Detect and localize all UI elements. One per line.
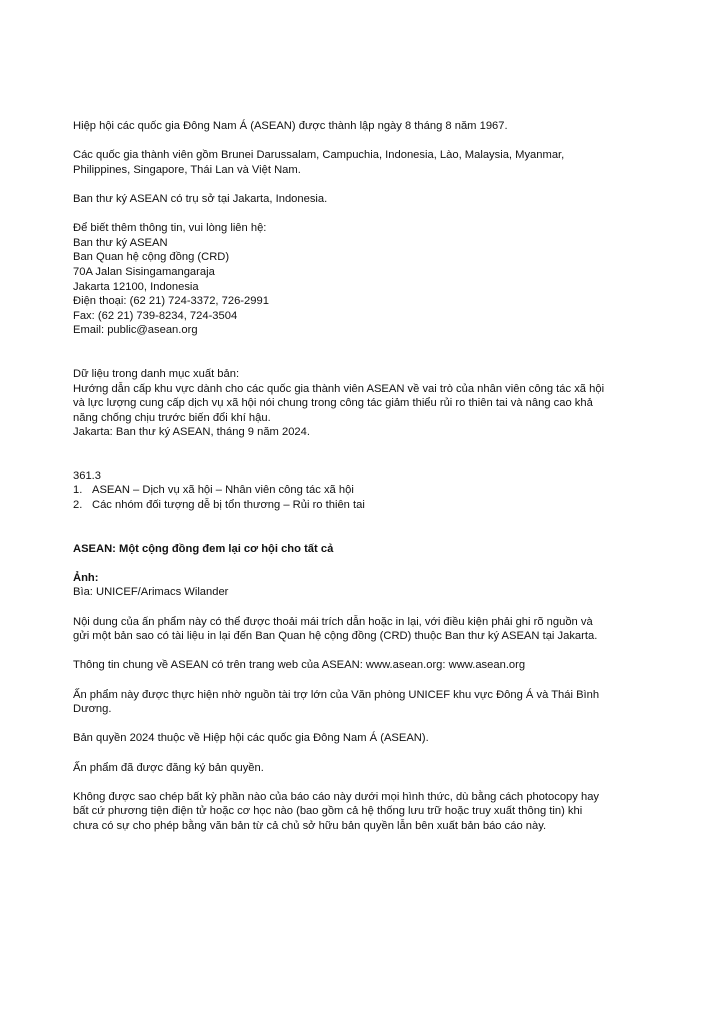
secretariat-text: Ban thư ký ASEAN có trụ sở tại Jakarta, Indonesia. [73, 192, 328, 205]
catalog-title-line-3: năng chống chịu trước biến đổi khí hậu. [73, 411, 271, 424]
catalog-imprint: Jakarta: Ban thư ký ASEAN, tháng 9 năm 2024. [73, 426, 310, 439]
funding-notice-line-2: Dương. [73, 703, 112, 716]
copyright-notice [73, 731, 663, 746]
founding-paragraph [73, 119, 663, 134]
catalog-title-line-2: và lực lượng cung cấp dịch vụ xã hội nói chung trong công tác giảm thiểu rủi ro thiên tai và nâng cao khả [73, 397, 593, 410]
members-text-line-1: Các quốc gia thành viên gồm Brunei Darussalam, Campuchia, Indonesia, Lào, Malaysia, Myanmar, [73, 149, 565, 162]
contact-city: Jakarta 12100, Indonesia [73, 280, 199, 293]
tagline: ASEAN: Một cộng đồng đem lại cơ hội cho tất cả [73, 542, 334, 555]
secretariat-paragraph [73, 192, 663, 207]
contact-phone: Điện thoại: (62 21) 724-3372, 726-2991 [73, 295, 269, 308]
classification-block [73, 469, 663, 513]
reprint-notice-line-2: gửi một bản sao có tài liệu in lại đến Ban Quan hệ cộng đồng (CRD) thuộc Ban thư ký ASEAN tại Jakarta. [73, 630, 598, 643]
classification-item [73, 498, 663, 513]
contact-heading: Để biết thêm thông tin, vui lòng liên hệ: [73, 222, 267, 235]
classification-item [73, 483, 663, 498]
rights-notice-line-3: chưa có sự cho phép bằng văn bản từ cả chủ sở hữu bản quyền lẫn bên xuất bản báo cáo này. [73, 819, 547, 832]
classification-item-text: Các nhóm đối tượng dễ bị tổn thương – Rủi ro thiên tai [92, 499, 365, 512]
classification-item-number: 2. [73, 499, 83, 512]
photo-heading: Ảnh: [73, 571, 99, 584]
catalog-heading: Dữ liệu trong danh mục xuất bản: [73, 367, 240, 380]
members-text-line-2: Philippines, Singapore, Thái Lan và Việt Nam. [73, 163, 301, 176]
tagline-paragraph [73, 542, 663, 557]
contact-org: Ban thư ký ASEAN [73, 236, 168, 249]
catalog-title-line-1: Hướng dẫn cấp khu vực dành cho các quốc gia thành viên ASEAN về vai trò của nhân viên công tác xã hội [73, 382, 605, 395]
website-notice [73, 658, 663, 673]
classification-item-text: ASEAN – Dịch vụ xã hội – Nhân viên công tác xã hội [92, 484, 354, 497]
funding-notice-line-1: Ấn phẩm này được thực hiện nhờ nguồn tài trợ lớn của Văn phòng UNICEF khu vực Đông Á và Thái Bình [73, 688, 600, 701]
classification-item-number: 1. [73, 484, 83, 497]
classification-code: 361.3 [73, 469, 101, 482]
reprint-notice [73, 615, 663, 644]
rights-notice-line-2: bất cứ phương tiện điện tử hoặc cơ học nào (bao gồm cả hệ thống lưu trữ hoặc truy xuất thông tin) khi [73, 805, 583, 818]
registered-notice [73, 761, 663, 776]
registered-text: Ấn phẩm đã được đăng ký bản quyền. [73, 761, 264, 774]
catalog-block [73, 367, 663, 440]
contact-fax: Fax: (62 21) 739-8234, 724-3504 [73, 309, 238, 322]
members-paragraph [73, 148, 663, 177]
contact-dept: Ban Quan hệ cộng đồng (CRD) [73, 251, 230, 264]
photo-credit: Bìa: UNICEF/Arimacs Wilander [73, 586, 229, 599]
contact-email[interactable]: Email: public@asean.org [73, 324, 198, 337]
rights-notice-line-1: Không được sao chép bất kỳ phần nào của báo cáo này dưới mọi hình thức, dù bằng cách photocopy hay [73, 790, 600, 803]
copyright-text: Bản quyền 2024 thuộc về Hiệp hội các quốc gia Đông Nam Á (ASEAN). [73, 732, 429, 745]
photo-credit-block [73, 571, 663, 600]
contact-street: 70A Jalan Sisingamangaraja [73, 265, 215, 278]
rights-notice [73, 790, 663, 834]
imprint-page [73, 119, 663, 848]
funding-notice [73, 688, 663, 717]
founding-text: Hiệp hội các quốc gia Đông Nam Á (ASEAN) được thành lập ngày 8 tháng 8 năm 1967. [73, 120, 508, 132]
contact-block [73, 221, 663, 338]
reprint-notice-line-1: Nội dung của ấn phẩm này có thể được thoải mái trích dẫn hoặc in lại, với điều kiện phải ghi rõ nguồn và [73, 615, 593, 628]
website-notice-text: Thông tin chung về ASEAN có trên trang web của ASEAN: www.asean.org: www.asean.org [73, 659, 526, 672]
